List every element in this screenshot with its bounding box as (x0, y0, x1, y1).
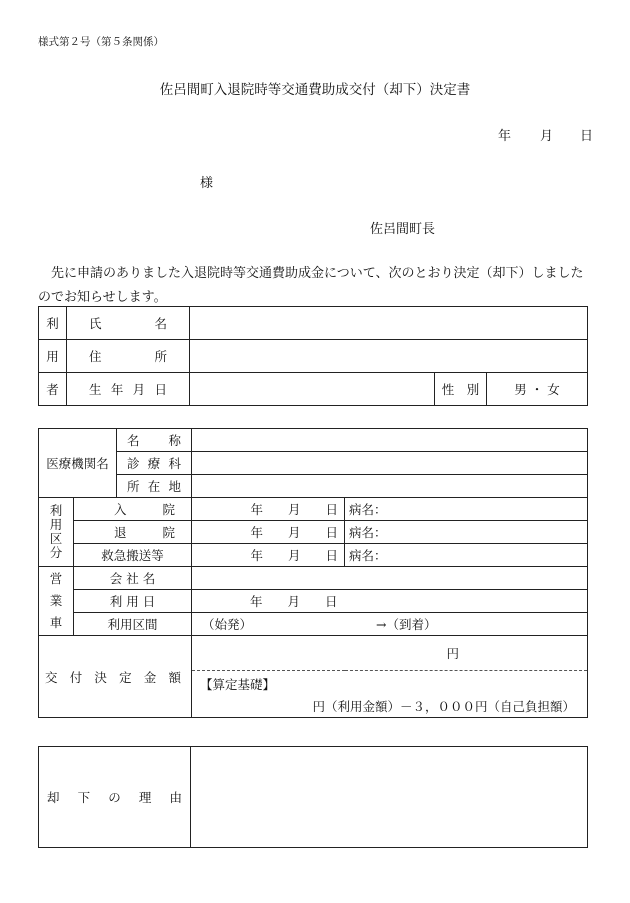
medical-location-label: 所 在 地 (117, 475, 192, 498)
company-name-field[interactable] (192, 567, 588, 590)
usage-group-label (39, 498, 74, 567)
usage-admission-disease[interactable]: 病名： (345, 498, 588, 521)
medical-name-field[interactable] (192, 429, 588, 452)
date-month: 月 (540, 129, 554, 144)
sex-options[interactable]: 男 ・ 女 (487, 373, 588, 406)
company-name-label: 会 社 名 (74, 567, 192, 590)
addressee-honorific: 様 (200, 176, 214, 191)
amount-label: 交 付 決 定 金 額 (39, 636, 192, 718)
date-day: 日 (580, 129, 594, 144)
birthdate-label: 生 年 月 日 (67, 373, 190, 406)
calculation-basis (192, 671, 588, 718)
usage-admission-date[interactable]: 年 月 日 (192, 498, 345, 521)
usage-emergency-disease[interactable]: 病名： (345, 544, 588, 567)
medical-dept-field[interactable] (192, 452, 588, 475)
usage-group-char-4: 分 (49, 545, 63, 560)
business-group-char-3: 車 (49, 615, 63, 630)
sex-label: 性 別 (435, 373, 487, 406)
applicant-table (38, 306, 588, 406)
applicant-group-char-1: 利 (39, 307, 67, 340)
usage-group-char-2: 用 (49, 517, 63, 532)
route-from: （始発） (202, 617, 253, 632)
body-text-line-1: 先に申請のありました入退院時等交通費助成金について、次のとおり決定（却下）しました (38, 266, 584, 281)
applicant-group-char-3: 者 (39, 373, 67, 406)
medical-dept-label: 診 療 科 (117, 452, 192, 475)
date-year: 年 (498, 129, 512, 144)
issuer-name: 佐呂間町長 (370, 222, 436, 237)
medical-institution-label: 医療機関名 (39, 429, 117, 498)
document-title: 佐呂間町入退院時等交通費助成交付（却下）決定書 (159, 82, 471, 98)
route-to: →（到着） (376, 617, 437, 632)
usage-emergency-label: 救急搬送等 (74, 544, 192, 567)
usage-discharge-disease[interactable]: 病名： (345, 521, 588, 544)
name-field[interactable] (190, 307, 588, 340)
use-date-label: 利 用 日 (74, 590, 192, 613)
rejection-table (38, 746, 588, 848)
rejection-reason-field[interactable] (191, 747, 588, 848)
usage-group-char-1: 利 (49, 503, 63, 518)
usage-group-char-3: 区 (49, 531, 63, 546)
business-group-label (39, 567, 74, 636)
usage-discharge-date[interactable]: 年 月 日 (192, 521, 345, 544)
business-group-char-2: 業 (49, 593, 63, 608)
name-label: 氏 名 (67, 307, 190, 340)
usage-admission-label: 入 院 (74, 498, 192, 521)
address-label: 住 所 (67, 340, 190, 373)
birthdate-field[interactable] (190, 373, 435, 406)
form-number: 様式第２号（第５条関係） (38, 36, 164, 48)
address-field[interactable] (190, 340, 588, 373)
amount-yen: 円 (446, 646, 460, 661)
route-label: 利用区間 (74, 613, 192, 636)
basis-title: 【算定基礎】 (200, 677, 276, 692)
medical-name-label: 名 称 (117, 429, 192, 452)
use-date-field[interactable]: 年 月 日 (192, 590, 588, 613)
basis-formula: 円（利用金額）－３，０００円（自己負担額） (312, 699, 576, 714)
details-table (38, 428, 588, 718)
amount-field[interactable] (192, 636, 588, 671)
business-group-char-1: 営 (49, 571, 63, 586)
body-text-line-2: のでお知らせします。 (38, 290, 167, 305)
rejection-label: 却 下 の 理 由 (39, 747, 191, 848)
usage-emergency-date[interactable]: 年 月 日 (192, 544, 345, 567)
usage-discharge-label: 退 院 (74, 521, 192, 544)
route-field[interactable] (192, 613, 588, 636)
medical-location-field[interactable] (192, 475, 588, 498)
applicant-group-char-2: 用 (39, 340, 67, 373)
